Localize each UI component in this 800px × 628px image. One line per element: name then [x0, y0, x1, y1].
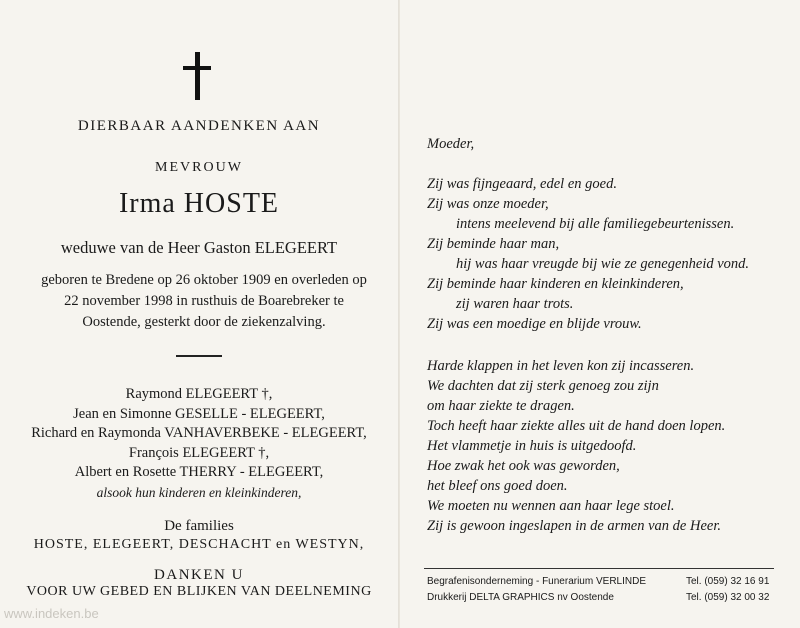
- footer-rule: [424, 568, 774, 569]
- family-list: [0, 385, 398, 502]
- left-panel: [0, 0, 398, 628]
- poem-line: We dachten dat zij sterk genoeg zou zijn: [427, 378, 659, 394]
- poem-line: hij was haar vreugde bij wie ze genegenheid vond.: [456, 256, 750, 272]
- family-member: Jean en Simonne GESELLE - ELEGEERT,: [73, 405, 325, 422]
- divider: [176, 355, 222, 357]
- poem-line: Zij was een moedige en blijde vrouw.: [427, 316, 642, 332]
- poem-line: Zij beminde haar kinderen en kleinkinderen,: [427, 276, 684, 292]
- printer-name: Drukkerij DELTA GRAPHICS nv Oostende: [427, 592, 614, 603]
- poem-salutation: Moeder,: [427, 136, 475, 152]
- birth-line: geboren te Bredene op 26 oktober 1909 en overleden op: [41, 272, 367, 288]
- funeral-phone: Tel. (059) 32 16 91: [686, 576, 770, 587]
- poem-line: Zij beminde haar man,: [427, 236, 560, 252]
- printer-phone: Tel. (059) 32 00 32: [686, 592, 770, 603]
- family-member: Richard en Raymonda VANHAVERBEKE - ELEGEERT,: [31, 425, 367, 441]
- poem-line: intens meelevend bij alle familiegebeurtenissen.: [456, 216, 735, 232]
- families-names: HOSTE, ELEGEERT, DESCHACHT en WESTYN,: [33, 537, 365, 552]
- memorial-heading: DIERBAAR AANDENKEN AAN: [77, 118, 321, 134]
- widow-line: weduwe van de Heer Gaston ELEGEERT: [60, 238, 338, 257]
- poem-line: om haar ziekte te dragen.: [427, 398, 575, 414]
- family-member: François ELEGEERT †,: [128, 444, 270, 461]
- grandchildren-line: alsook hun kinderen en kleinkinderen,: [96, 484, 302, 500]
- funeral-home: Begrafenisonderneming - Funerarium VERLINDE: [427, 576, 646, 587]
- family-member: Raymond ELEGEERT †,: [125, 386, 273, 402]
- birth-line: 22 november 1998 in rusthuis de Boarebreker te: [64, 293, 344, 309]
- poem-line: Het vlammetje in huis is uitgedoofd.: [427, 438, 637, 454]
- poem-line: Zij is gewoon ingeslapen in de armen van de Heer.: [427, 518, 721, 534]
- poem-line: Hoe zwak het ook was geworden,: [427, 458, 620, 474]
- poem-line: We moeten nu wennen aan haar lege stoel.: [427, 498, 675, 514]
- poem-line: zij waren haar trots.: [456, 296, 574, 312]
- cross-icon: [180, 52, 214, 100]
- deceased-name: Irma HOSTE: [118, 188, 280, 219]
- poem-line: Zij was fijngeaard, edel en goed.: [427, 176, 617, 192]
- poem-line: Toch heeft haar ziekte alles uit de hand doen lopen.: [427, 418, 726, 434]
- birth-death-text: [10, 270, 398, 333]
- prayer-line: VOOR UW GEBED EN BLIJKEN VAN DEELNEMING: [26, 584, 372, 599]
- birth-line: Oostende, gesterkt door de ziekenzalving.: [82, 314, 326, 330]
- title-mevrouw: MEVROUW: [155, 160, 243, 175]
- watermark: www.indeken.be: [4, 606, 99, 621]
- card-fold: [398, 0, 400, 628]
- families-heading: De families: [164, 518, 234, 534]
- poem-line: Zij was onze moeder,: [427, 196, 549, 212]
- family-member: Albert en Rosette THERRY - ELEGEERT,: [74, 464, 324, 480]
- poem-line: het bleef ons goed doen.: [427, 478, 568, 494]
- thanks-line: DANKEN U: [154, 567, 244, 583]
- poem-line: Harde klappen in het leven kon zij incasseren.: [427, 358, 695, 374]
